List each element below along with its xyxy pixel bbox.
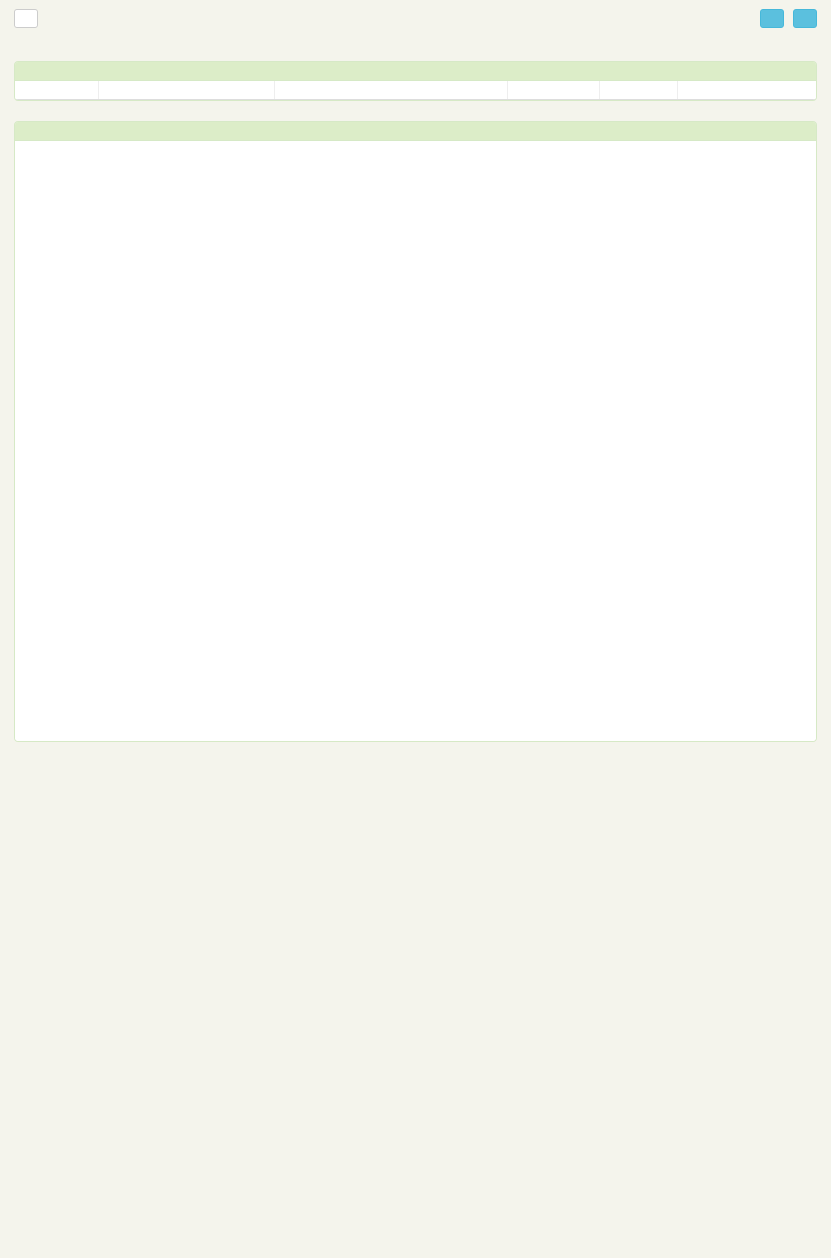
result-2-heading [15,122,816,141]
toolbar-actions [755,9,817,33]
column-header-p-miss-rel [507,81,599,100]
download-det-archive-button[interactable] [760,9,784,28]
det-curve-chart [19,149,814,729]
column-header-num-relevant-queries [274,81,507,100]
result-1-table-container [15,81,816,100]
submission-information-button[interactable] [14,9,38,28]
result-table [15,81,816,100]
column-header-modified-aqwv [677,81,816,100]
result-2-panel [14,121,817,742]
page-root [0,9,831,742]
result-1-heading [15,62,816,81]
column-header-p-fa [599,81,677,100]
toolbar [14,9,817,41]
result-1-panel [14,61,817,101]
column-header-doctype [15,81,98,100]
column-header-querytype [98,81,274,100]
table-header-row [15,81,816,100]
det-chart-container [15,141,816,741]
download-result-button[interactable] [793,9,817,28]
table-head [15,81,816,100]
